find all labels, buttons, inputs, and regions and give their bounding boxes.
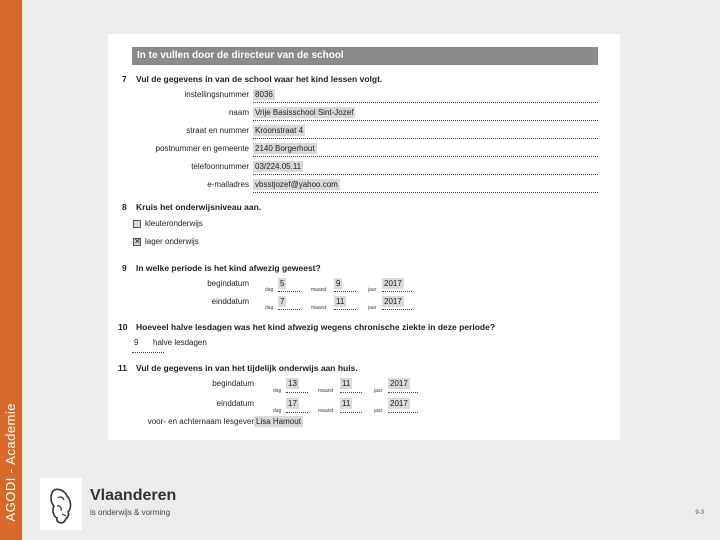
question-number: 7	[122, 74, 127, 84]
unit-maand: maand	[318, 408, 334, 414]
onderwijs-begin-maand[interactable]: 11	[342, 379, 351, 388]
field-label-straat: straat en nummer	[186, 126, 249, 135]
field-line	[382, 291, 412, 292]
section-header: In te vullen door de directeur van de school	[132, 47, 598, 65]
question-text: Vul de gegevens in van de school waar het kind lessen volgt.	[136, 74, 383, 84]
field-line	[253, 102, 598, 103]
onderwijs-begin-dag[interactable]: 13	[288, 379, 297, 388]
field-line	[286, 412, 308, 413]
field-line	[334, 291, 356, 292]
field-line	[132, 352, 164, 353]
field-label-postnummer: postnummer en gemeente	[155, 144, 249, 153]
field-label-email: e-mailadres	[207, 180, 249, 189]
unit-maand: maand	[311, 305, 327, 311]
begin-maand[interactable]: 9	[336, 279, 341, 288]
question-10	[118, 322, 495, 332]
unit-jaar: jaar	[368, 305, 377, 311]
onderwijs-eind-jaar[interactable]: 2017	[390, 399, 408, 408]
page-number: 9-3	[695, 510, 704, 516]
halve-lesdagen-value[interactable]: 9	[134, 338, 139, 347]
field-value-naam[interactable]: Vrije Basisschool Sint-Jozef	[255, 108, 354, 117]
field-label-naam: naam	[228, 108, 249, 117]
date-label-eind: einddatum	[216, 399, 254, 408]
field-label-instellingsnummer: instellingsnummer	[184, 90, 249, 99]
halve-lesdagen-label: halve lesdagen	[153, 338, 207, 347]
field-value-telefoon[interactable]: 03/224.05.11	[255, 162, 302, 171]
date-label-begin: begindatum	[212, 379, 254, 388]
field-line	[334, 309, 356, 310]
sidebar-label: AGODI - Academie	[3, 403, 18, 522]
begin-jaar[interactable]: 2017	[384, 279, 402, 288]
question-7	[122, 74, 382, 84]
field-line	[278, 291, 300, 292]
date-label-eind: einddatum	[211, 297, 249, 306]
unit-jaar: jaar	[368, 287, 377, 293]
onderwijs-begin-jaar[interactable]: 2017	[390, 379, 408, 388]
field-line	[253, 174, 598, 175]
question-11	[118, 363, 358, 373]
lion-icon	[40, 478, 82, 530]
begin-dag[interactable]: 5	[280, 279, 285, 288]
question-text: Vul de gegevens in van het tijdelijk onderwijs aan huis.	[136, 363, 358, 373]
question-8	[122, 202, 261, 212]
question-text: Kruis het onderwijsniveau aan.	[136, 202, 262, 212]
brand-name: Vlaanderen	[90, 487, 177, 504]
unit-dag: dag	[273, 388, 282, 394]
checkbox-label: lager onderwijs	[145, 237, 199, 246]
field-line	[286, 392, 308, 393]
field-line	[388, 392, 418, 393]
unit-dag: dag	[265, 287, 274, 293]
unit-dag: dag	[273, 408, 282, 414]
date-label-begin: begindatum	[207, 279, 249, 288]
checkbox-kleuteronderwijs[interactable]	[133, 220, 141, 228]
onderwijs-eind-dag[interactable]: 17	[288, 399, 297, 408]
document-page	[108, 34, 620, 440]
teacher-label: voor- en achternaam lesgever	[147, 417, 254, 426]
question-number: 11	[118, 363, 127, 373]
eind-maand[interactable]: 11	[336, 297, 345, 306]
field-label-telefoon: telefoonnummer	[191, 162, 249, 171]
brand-subtitle: is onderwijs & vorming	[90, 508, 171, 517]
field-line	[253, 156, 598, 157]
checkbox-label: kleuteronderwijs	[145, 219, 203, 228]
field-line	[278, 309, 300, 310]
unit-maand: maand	[311, 287, 327, 293]
eind-jaar[interactable]: 2017	[384, 297, 402, 306]
unit-dag: dag	[265, 305, 274, 311]
question-text: In welke periode is het kind afwezig geweest?	[136, 263, 321, 273]
question-number: 10	[118, 322, 128, 332]
field-line	[253, 138, 598, 139]
teacher-name[interactable]: Lisa Hamout	[256, 417, 301, 426]
question-number: 8	[122, 202, 127, 212]
footer-brand	[40, 478, 200, 530]
field-value-email[interactable]: vbsstjozef@yahoo.com	[255, 180, 338, 189]
unit-jaar: jaar	[374, 408, 383, 414]
field-line	[253, 192, 598, 193]
question-text: Hoeveel halve lesdagen was het kind afwezig wegens chronische ziekte in deze periode?	[136, 322, 496, 332]
sidebar	[0, 0, 22, 540]
eind-dag[interactable]: 7	[280, 297, 285, 306]
field-value-postnummer[interactable]: 2140 Borgerhout	[255, 144, 315, 153]
checkbox-lager-onderwijs[interactable]: ✕	[134, 237, 141, 246]
question-number: 9	[122, 263, 127, 273]
question-9	[122, 263, 321, 273]
vlaanderen-lion-logo	[40, 478, 82, 530]
field-value-straat[interactable]: Kroonstraat 4	[255, 126, 304, 135]
field-line	[253, 120, 598, 121]
unit-jaar: jaar	[374, 388, 383, 394]
field-line	[388, 412, 418, 413]
field-value-instellingsnummer[interactable]: 8036	[255, 90, 273, 99]
field-line	[340, 412, 362, 413]
field-line	[340, 392, 362, 393]
onderwijs-eind-maand[interactable]: 11	[342, 399, 351, 408]
unit-maand: maand	[318, 388, 334, 394]
field-line	[382, 309, 412, 310]
